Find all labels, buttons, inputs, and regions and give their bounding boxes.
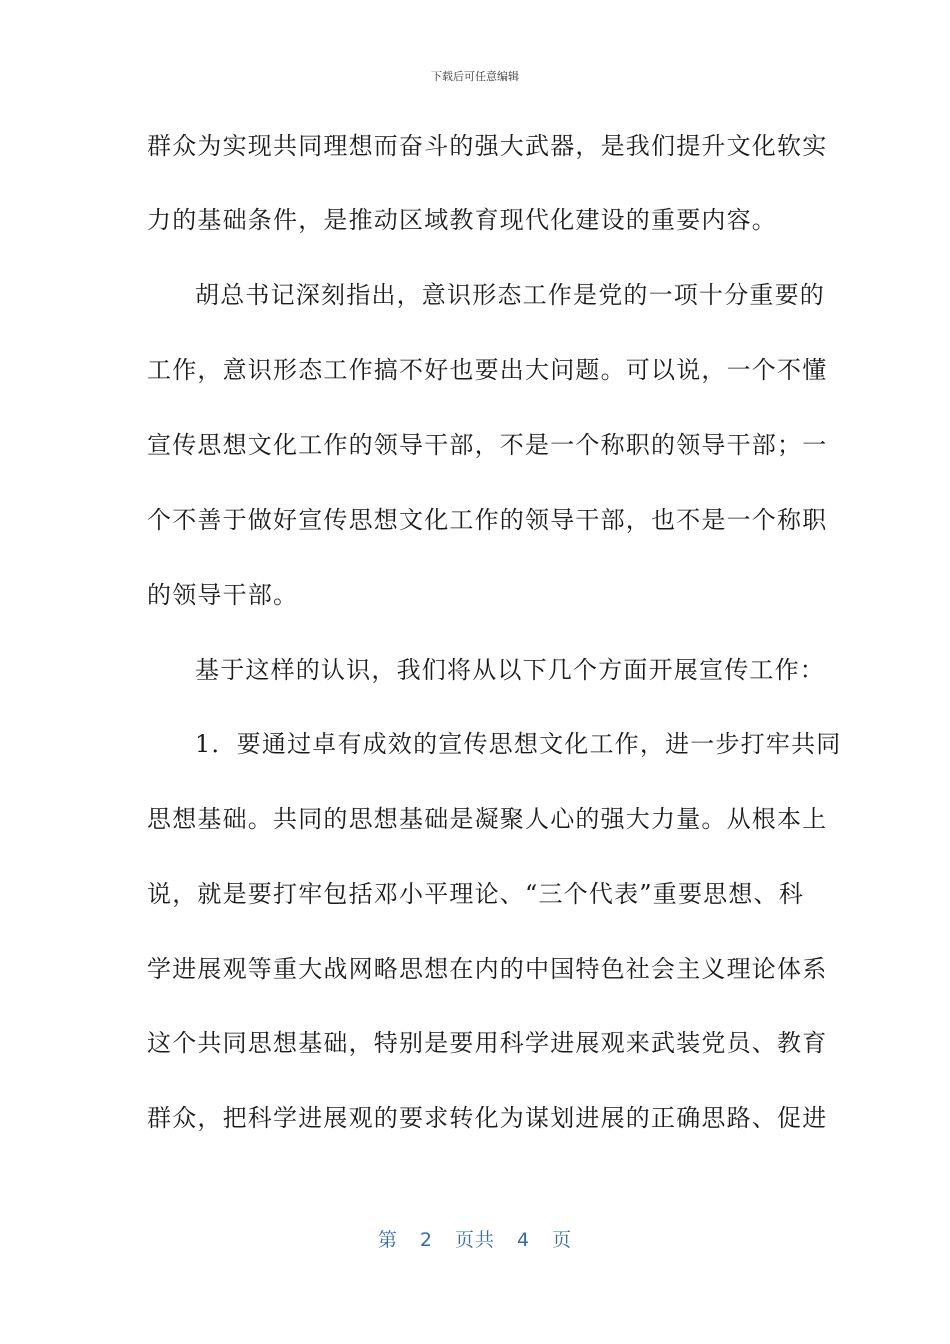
header-note: 下载后可任意编辑 bbox=[431, 70, 519, 83]
page-suffix: 页 bbox=[552, 1229, 573, 1251]
body-line: 说，就是要打牢包括邓小平理论、“三个代表”重要思想、科 bbox=[147, 880, 804, 908]
body-line: 力的基础条件，是推动区域教育现代化建设的重要内容。 bbox=[147, 206, 777, 234]
paragraph-first-line: 基于这样的认识，我们将从以下几个方面开展宣传工作： bbox=[195, 656, 825, 684]
body-line: 群众为实现共同理想而奋斗的强大武器，是我们提升文化软实 bbox=[147, 132, 828, 160]
total-pages-number: 4 bbox=[517, 1229, 531, 1251]
body-line: 群众，把科学进展观的要求转化为谋划进展的正确思路、促进 bbox=[147, 1104, 828, 1132]
body-line: 这个共同思想基础，特别是要用科学进展观来武装党员、教育 bbox=[147, 1029, 828, 1057]
body-line: 学进展观等重大战网略思想在内的中国特色社会主义理论体系 bbox=[147, 955, 828, 983]
body-line: 个不善于做好宣传思想文化工作的领导干部，也不是一个称职 bbox=[147, 506, 828, 534]
body-line: 工作，意识形态工作搞不好也要出大问题。可以说，一个不懂 bbox=[147, 356, 828, 384]
page-mid: 页共 bbox=[454, 1229, 495, 1251]
current-page-number: 2 bbox=[419, 1229, 433, 1251]
page-prefix: 第 bbox=[377, 1229, 398, 1251]
body-line: 的领导干部。 bbox=[147, 581, 299, 609]
page-footer bbox=[0, 1225, 950, 1252]
numbered-item-first-line: 1．要通过卓有成效的宣传思想文化工作，进一步打牢共同 bbox=[195, 730, 842, 758]
body-line: 思想基础。共同的思想基础是凝聚人心的强大力量。从根本上 bbox=[147, 805, 828, 833]
body-line: 宣传思想文化工作的领导干部，不是一个称职的领导干部；一 bbox=[147, 431, 828, 459]
paragraph-first-line: 胡总书记深刻指出，意识形态工作是党的一项十分重要的 bbox=[195, 281, 825, 309]
